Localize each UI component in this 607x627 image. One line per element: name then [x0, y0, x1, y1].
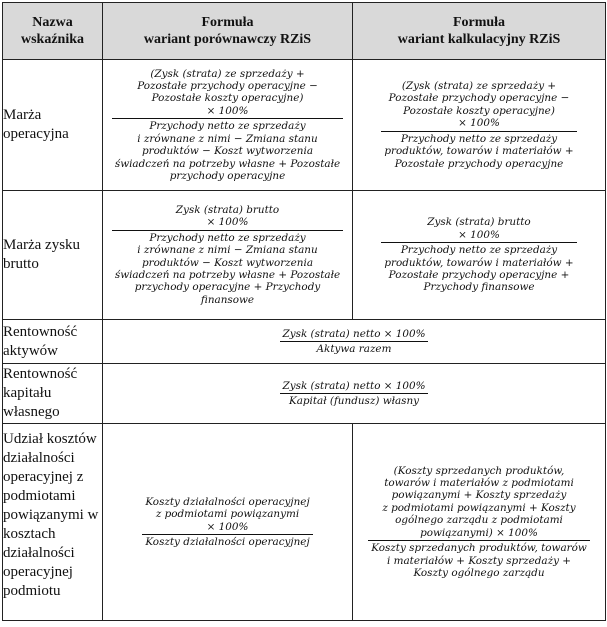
formula-common [103, 320, 606, 364]
formula-calculation [353, 424, 606, 621]
denominator: Przychody netto ze sprzedaży i zrównane z nimi − Zmiana stanu produktów − Koszt wytworzenia świadczeń na potrzeby własne + Pozostałe przychody operacyjne + Przychody finansowe [114, 231, 341, 306]
formula-fraction [280, 328, 429, 356]
numerator: (Zysk (strata) ze sprzedaży + Pozostałe przychody operacyjne − Pozostałe koszty operacyjne) × 100% [137, 67, 318, 117]
formula-comparative [103, 191, 353, 320]
indicator-name: Marża zysku brutto [3, 191, 103, 320]
table-row [3, 320, 606, 364]
numerator: Zysk (strata) brutto × 100% [427, 216, 531, 241]
formula-fraction [381, 80, 576, 170]
numerator: (Koszty sprzedanych produktów, towarów i materiałów z podmiotami powiązanymi + Koszty sprzedaży z podmiotami powiązanymi + Koszty ogólnego zarządu z podmiotami powiązanymi) × 100% [382, 464, 576, 539]
table-row [3, 60, 606, 191]
numerator: (Zysk (strata) ze sprzedaży + Pozostałe przychody operacyjne − Pozostałe koszty operacyjne) × 100% [388, 80, 570, 130]
formula-fraction [381, 216, 576, 293]
formula-comparative [103, 424, 353, 621]
indicator-name: Udział kosztów działalności operacyjnej z podmiotami powiązanymi w kosztach działalności operacyjnej podmiotu [3, 424, 103, 621]
indicator-name: Rentowność kapitału własnego [3, 364, 103, 424]
numerator: Koszty działalności operacyjnej z podmiotami powiązanymi × 100% [145, 495, 310, 533]
denominator: Koszty działalności operacyjnej [145, 535, 310, 548]
header-comparative-variant: Formuła wariant porównawczy RZiS [103, 3, 353, 60]
formula-fraction [112, 204, 343, 306]
table-row [3, 191, 606, 320]
denominator: Kapitał (fundusz) własny [288, 395, 420, 407]
denominator: Aktywa razem [316, 343, 392, 355]
denominator: Przychody netto ze sprzedaży i zrównane z nimi − Zmiana stanu produktów − Koszt wytworzenia świadczeń na potrzeby własne + Pozostałe przychody operacyjne [114, 120, 341, 182]
table-row [3, 364, 606, 424]
numerator: Zysk (strata) brutto × 100% [175, 203, 280, 229]
formula-fraction [142, 496, 312, 549]
formula-fraction [368, 465, 590, 580]
table-row [3, 424, 606, 621]
denominator: Przychody netto ze sprzedaży produktów, towarów i materiałów + Pozostałe przychody operacyjne + Przychody finansowe [384, 244, 574, 294]
denominator: Przychody netto ze sprzedaży produktów, towarów i materiałów + Pozostałe przychody operacyjne [384, 132, 574, 170]
indicator-name: Marża operacyjna [3, 60, 103, 191]
header-row [3, 3, 606, 60]
formula-fraction [280, 380, 429, 408]
formula-calculation [353, 60, 606, 191]
formula-comparative [103, 60, 353, 191]
header-indicator-name: Nazwa wskaźnika [3, 3, 103, 60]
ratio-formula-table [2, 2, 606, 621]
formula-calculation [353, 191, 606, 320]
formula-fraction [112, 68, 343, 183]
indicator-name: Rentowność aktywów [3, 320, 103, 364]
document-page [2, 2, 605, 625]
denominator: Koszty sprzedanych produktów, towarów i materiałów + Koszty sprzedaży + Koszty ogólnego zarządu [371, 542, 587, 579]
formula-common [103, 364, 606, 424]
numerator: Zysk (strata) netto × 100% [282, 327, 426, 340]
numerator: Zysk (strata) netto × 100% [282, 379, 426, 392]
header-calculation-variant: Formuła wariant kalkulacyjny RZiS [353, 3, 606, 60]
